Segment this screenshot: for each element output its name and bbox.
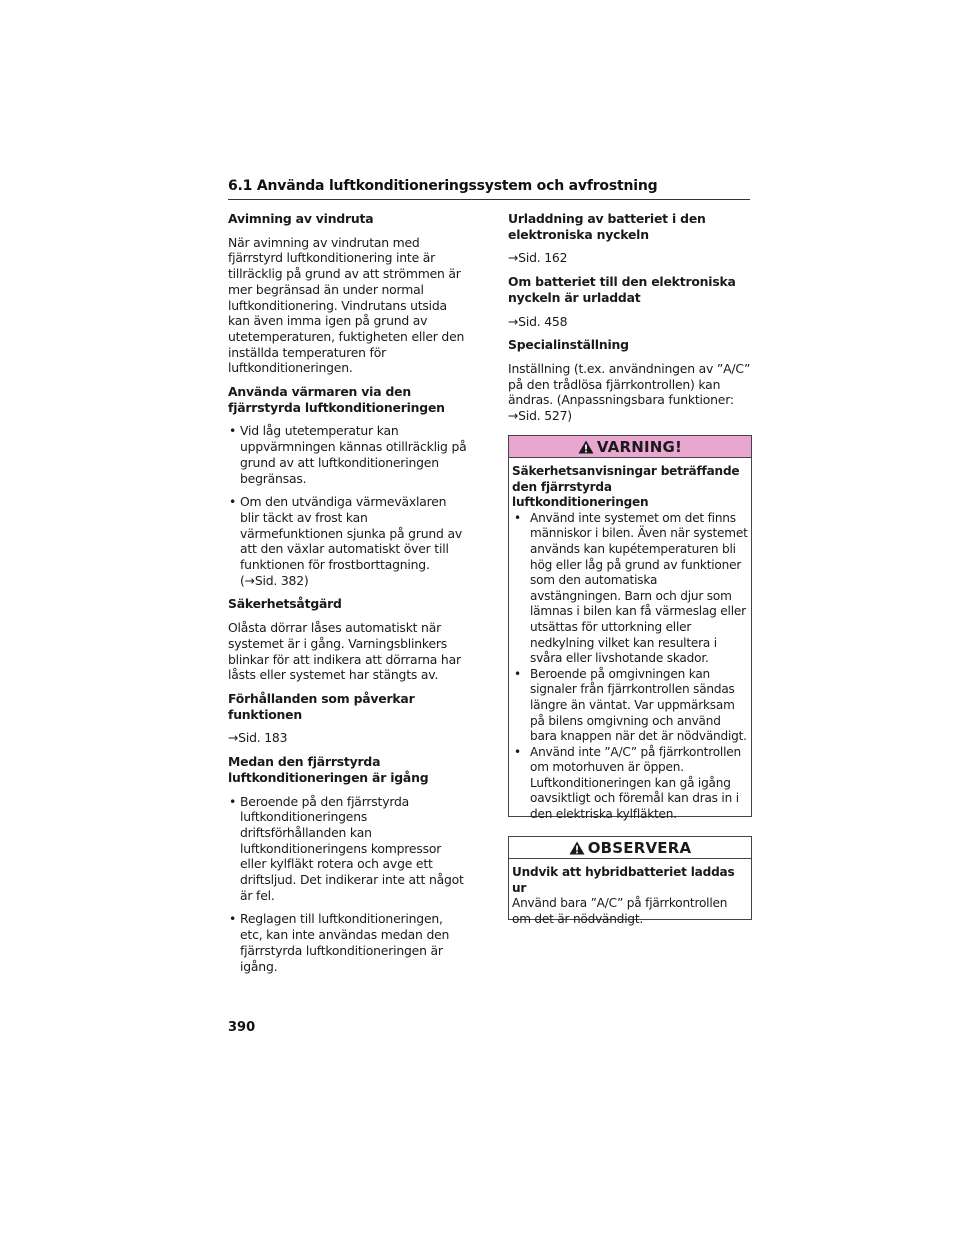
warning-triangle-icon	[578, 440, 594, 454]
warning-box	[508, 435, 752, 822]
paragraph-safety-measure: Olåsta dörrar låses automatiskt när systemet är i gång. Varningsblinkers blinkar för att indikera att dörrarna har låsts eller systemet har stängts av.	[228, 620, 461, 683]
page-number: 390	[228, 1020, 256, 1035]
heading-key-battery-discharge: Urladdning av batteriet i den elektroniska nyckeln	[508, 211, 706, 242]
title-divider	[228, 199, 750, 200]
heading-operating-conditions: Förhållanden som påverkar funktionen	[228, 690, 415, 722]
list-item: • Beroende på den fjärrstyrda luftkonditioneringens driftsförhållanden kan luftkonditioneringens kompressor eller kylfläkt rotera och avge ett driftsljud. Det indikerar inte att något är fel.	[228, 794, 468, 904]
paragraph-defog-windshield: När avimning av vindrutan med fjärrstyrd luftkonditionering inte är tillräcklig på grund av att strömmen är mer begränsad än under normal luftkonditionering. Vindrutans utsida kan även imma igen på grund av utetemperaturen, fuktigheten eller den inställda temperaturen för luftkonditioneringen.	[228, 234, 465, 376]
heading-while-running: Medan den fjärrstyrda luftkonditioneringen är igång	[228, 754, 429, 785]
page-reference-link[interactable]: →Sid. 183	[228, 730, 288, 746]
caution-box	[508, 836, 752, 926]
caution-triangle-icon	[569, 841, 585, 855]
warning-box-body	[509, 458, 751, 827]
caution-heading: Undvik att hybridbatteriet laddas ur	[512, 865, 735, 895]
paragraph-special-setting: Inställning (t.ex. användningen av ”A/C” på den trådlösa fjärrkontrollen) kan ändras. (Anpassningsbara funktioner: →Sid. 527)	[508, 360, 751, 424]
list-item: • Beroende på omgivningen kan signaler från fjärrkontrollen sändas längre än väntat. Var uppmärksam på bilens omgivning och använd bara knappen när det är nödvändigt.	[512, 667, 748, 745]
caution-box-body	[509, 859, 751, 931]
list-item: • Vid låg utetemperatur kan uppvärmningen kännas otillräcklig på grund av att luftkonditioneringen begränsas.	[228, 423, 468, 486]
caution-text: Använd bara ”A/C” på fjärrkontrollen om det är nödvändigt.	[512, 896, 728, 926]
right-column	[508, 211, 752, 432]
bullet-list-heater	[228, 423, 468, 588]
caution-box-header	[509, 837, 751, 859]
heading-using-heater: Använda värmaren via den fjärrstyrda luftkonditioneringen	[228, 384, 445, 415]
list-item: • Använd inte systemet om det finns människor i bilen. Även när systemet används kan kupétemperaturen bli hög eller låg på grund av funktioner som den automatiska avstängningen. Barn och djur som lämnas i bilen kan få värmeslag eller utsättas för uttorkning eller nedkylning vilket kan resultera i svåra eller livshotande skador.	[512, 511, 748, 667]
warning-heading: Säkerhetsanvisningar beträffande den fjärrstyrda luftkonditioneringen	[512, 464, 740, 510]
heading-key-battery-depleted: Om batteriet till den elektroniska nyckeln är urladdat	[508, 274, 736, 305]
page-reference-link[interactable]: →Sid. 458	[508, 313, 568, 329]
list-item: • Om den utvändiga värmeväxlaren blir täckt av frost kan värmefunktionen sjunka på grund av att den växlar automatiskt över till funktionen för frostborttagning. (→Sid. 382)	[228, 494, 468, 588]
warning-box-title: VARNING!	[596, 437, 683, 456]
page-reference-link[interactable]: →Sid. 162	[508, 250, 568, 266]
heading-defog-windshield: Avimning av vindruta	[228, 211, 374, 226]
warning-bullet-list	[512, 511, 748, 823]
warning-box-header	[509, 436, 751, 458]
left-column	[228, 211, 468, 982]
section-title: 6.1 Använda luftkonditioneringssystem och avfrostning	[228, 178, 658, 194]
list-item: • Använd inte ”A/C” på fjärrkontrollen om motorhuven är öppen. Luftkonditioneringen kan gå igång oavsiktligt och föremål kan dras in i den elektriska kylfläkten.	[512, 745, 748, 823]
list-item: • Reglagen till luftkonditioneringen, etc, kan inte användas medan den fjärrstyrda luftkonditioneringen är igång.	[228, 911, 468, 974]
bullet-list-while-running	[228, 794, 468, 975]
caution-box-title: OBSERVERA	[587, 838, 692, 857]
heading-special-setting: Specialinställning	[508, 337, 629, 353]
heading-safety-measure: Säkerhetsåtgärd	[228, 596, 342, 612]
